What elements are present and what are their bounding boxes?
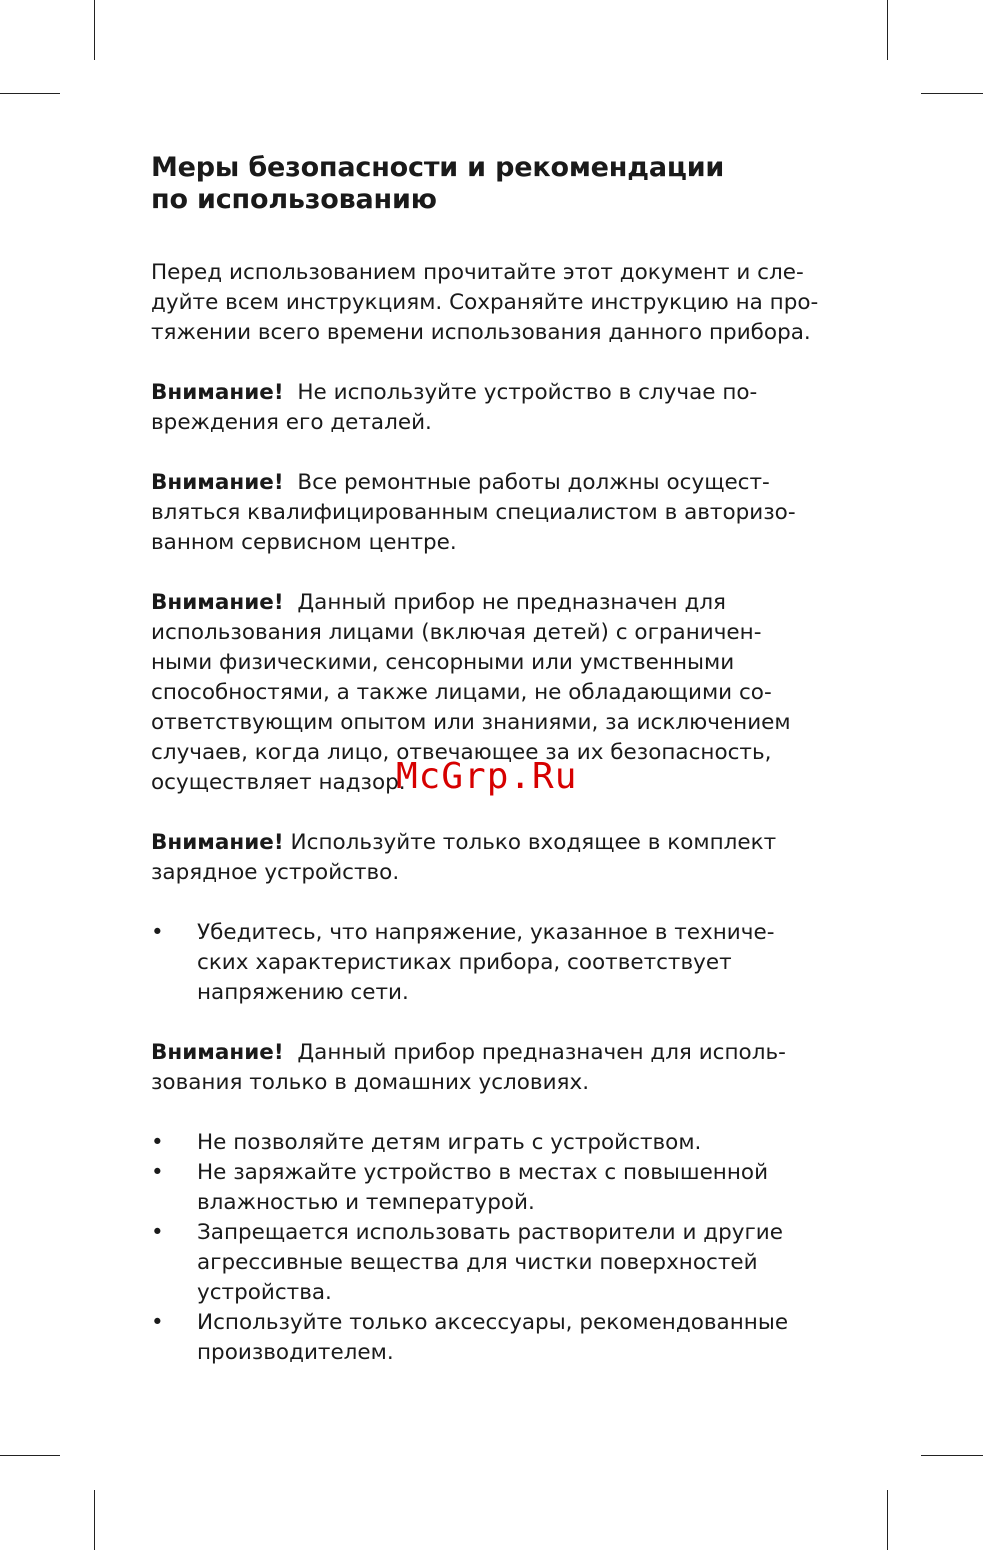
text-line xyxy=(151,1038,841,1068)
list-item xyxy=(151,1128,841,1158)
warning-text: Данный прибор предназначен для исполь- xyxy=(297,1040,786,1065)
warning-label: Внимание! xyxy=(151,380,284,405)
bullet-list xyxy=(151,1128,841,1368)
text-line xyxy=(151,588,841,618)
page-title xyxy=(151,152,841,216)
warning-text: Данный прибор не предназначен для xyxy=(297,590,726,615)
text-line: устройства. xyxy=(197,1280,332,1305)
watermark: McGrp.Ru xyxy=(396,756,578,797)
text-line: Используйте только аксессуары, рекомендованные xyxy=(197,1310,789,1335)
warning-paragraph xyxy=(151,378,841,438)
text-line: производителем. xyxy=(197,1340,394,1365)
warning-paragraph xyxy=(151,468,841,558)
text-line: вреждения его деталей. xyxy=(151,410,432,435)
warning-text: Используйте только входящее в комплект xyxy=(290,830,777,855)
text-line: Убедитесь, что напряжение, указанное в техниче- xyxy=(197,920,775,945)
warning-paragraph xyxy=(151,1038,841,1098)
text-line: использования лицами (включая детей) с ограничен- xyxy=(151,620,762,645)
list-item xyxy=(151,1218,841,1308)
text-line: ответствующим опытом или знаниями, за исключением xyxy=(151,710,791,735)
bullet-icon: • xyxy=(151,920,164,945)
list-item xyxy=(151,1308,841,1368)
text-line: агрессивные вещества для чистки поверхностей xyxy=(197,1250,758,1275)
title-line: по использованию xyxy=(151,184,437,215)
warning-label: Внимание! xyxy=(151,470,284,495)
warning-label: Внимание! xyxy=(151,1040,284,1065)
crop-mark xyxy=(0,93,60,94)
bullet-list xyxy=(151,918,841,1008)
crop-mark xyxy=(921,1455,983,1456)
warning-text: Все ремонтные работы должны осущест- xyxy=(297,470,770,495)
text-line: зарядное устройство. xyxy=(151,860,400,885)
text-line xyxy=(151,378,841,408)
text-line: Не заряжайте устройство в местах с повышенной xyxy=(197,1160,769,1185)
list-item xyxy=(151,918,841,1008)
text-line: способностями, а также лицами, не обладающими со- xyxy=(151,680,772,705)
crop-mark xyxy=(0,1455,60,1456)
text-line: напряжению сети. xyxy=(197,980,409,1005)
text-line: Перед использованием прочитайте этот документ и сле- xyxy=(151,260,804,285)
bullet-icon: • xyxy=(151,1130,164,1155)
text-line xyxy=(151,468,841,498)
warning-text: Не используйте устройство в случае по- xyxy=(297,380,758,405)
bullet-icon: • xyxy=(151,1310,164,1335)
warning-label: Внимание! xyxy=(151,590,284,615)
text-line: тяжении всего времени использования данного прибора. xyxy=(151,320,811,345)
bullet-icon: • xyxy=(151,1220,164,1245)
title-line: Меры безопасности и рекомендации xyxy=(151,152,725,183)
intro-paragraph xyxy=(151,258,841,348)
text-line xyxy=(151,828,841,858)
bullet-icon: • xyxy=(151,1160,164,1185)
text-line: влажностью и температурой. xyxy=(197,1190,535,1215)
list-item xyxy=(151,1158,841,1218)
text-line: Запрещается использовать растворители и другие xyxy=(197,1220,783,1245)
text-line: вляться квалифицированным специалистом в авторизо- xyxy=(151,500,796,525)
warning-label: Внимание! xyxy=(151,830,284,855)
text-line: ными физическими, сенсорными или умственными xyxy=(151,650,735,675)
text-line: ских характеристиках прибора, соответствует xyxy=(197,950,732,975)
crop-mark xyxy=(94,0,95,60)
crop-mark xyxy=(887,1490,888,1550)
text-line: осуществляет надзор. xyxy=(151,770,406,795)
crop-mark xyxy=(94,1490,95,1550)
warning-paragraph xyxy=(151,828,841,888)
text-line: случаев, когда лицо, отвечающее за их безопасность, xyxy=(151,740,772,765)
text-line: Не позволяйте детям играть с устройством. xyxy=(197,1130,702,1155)
crop-mark xyxy=(921,93,983,94)
text-line: дуйте всем инструкциям. Сохраняйте инструкцию на про- xyxy=(151,290,819,315)
crop-mark xyxy=(887,0,888,60)
text-line: зования только в домашних условиях. xyxy=(151,1070,590,1095)
text-line: ванном сервисном центре. xyxy=(151,530,457,555)
